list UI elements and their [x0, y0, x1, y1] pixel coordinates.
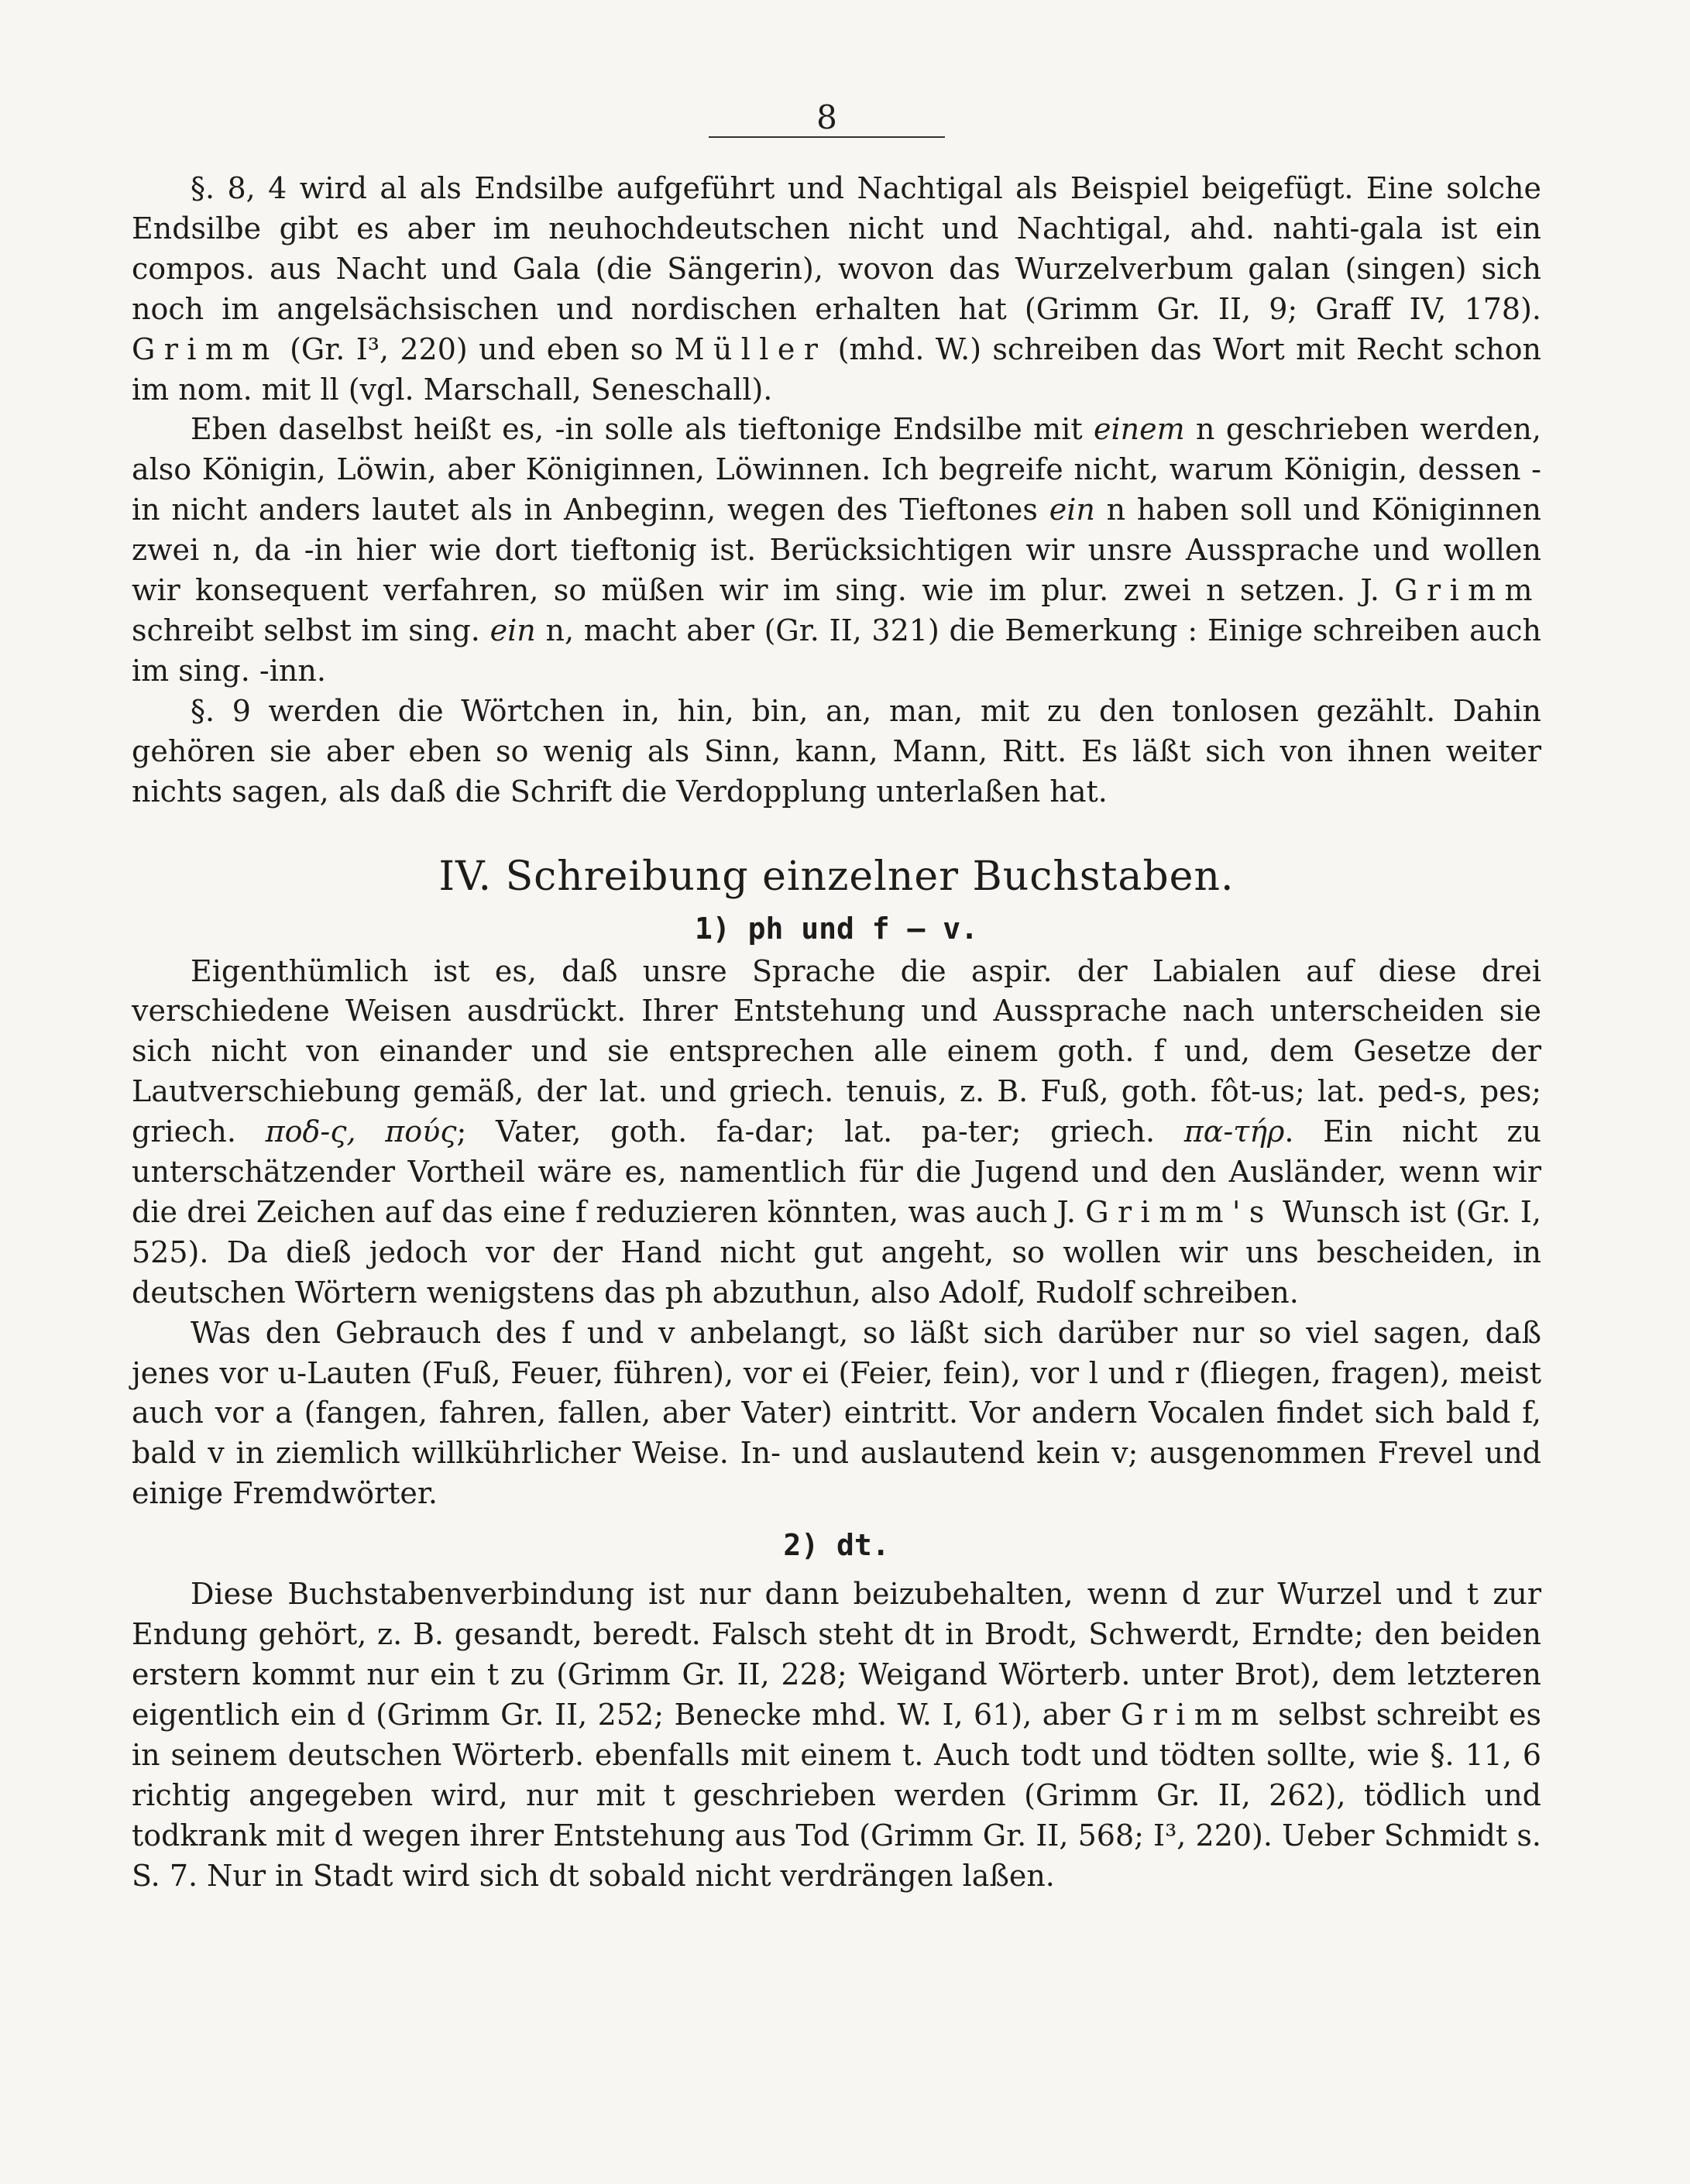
page-number: 8	[709, 99, 945, 138]
section-heading: IV. Schreibung einzelner Buchstaben.	[438, 853, 1235, 900]
paragraph: Eben daselbst heißt es, -in solle als tieftonige Endsilbe mit einem n geschrieben werden, also Königin, Löwin, aber Königinnen, Löwinnen. Ich begreife nicht, warum Königin, dessen -in nicht anders lautet als in Anbeginn, wegen des Tieftones ein n haben soll und Königinnen zwei n, da -in hier wie dort tieftonig ist. Berücksichtigen wir unsre Aussprache und wollen wir konsequent verfahren, so müßen wir im sing. wie im plur. zwei n setzen. J. Grimm schreibt selbst im sing. ein n, macht aber (Gr. II, 321) die Bemerkung : Einige schreiben auch im sing. -inn.	[132, 412, 1541, 688]
paragraph: Eigenthümlich ist es, daß unsre Sprache die aspir. der Labialen auf diese drei verschiedene Weisen ausdrückt. Ihrer Entstehung und Aussprache nach unterscheiden sie sich nicht von einander und sie entsprechen alle einem goth. f und, dem Gesetze der Lautverschiebung gemäß, der lat. und griech. tenuis, z. B. Fuß, goth. fôt-us; lat. ped-s, pes; griech. ποδ-ς, πούς; Vater, goth. fa-dar; lat. pa-ter; griech. πα-τήρ. Ein nicht zu unterschätzender Vortheil wäre es, namentlich für die Jugend und den Ausländer, wenn wir die drei Zeichen auf das eine f reduzieren könnten, was auch J. Grimm's Wunsch ist (Gr. I, 525). Da dieß jedoch vor der Hand nicht gut angeht, so wollen wir uns bescheiden, in deutschen Wörtern wenigstens das ph abzuthun, also Adolf, Rudolf schreiben.	[132, 953, 1541, 1310]
paragraph: §. 8, 4 wird al als Endsilbe aufgeführt und Nachtigal als Beispiel beigefügt. Eine solche Endsilbe gibt es aber im neuhochdeutschen nicht und Nachtigal, ahd. nahti-gala ist ein compos. aus Nacht und Gala (die Sängerin), wovon das Wurzelverbum galan (singen) sich noch im angelsächsischen und nordischen erhalten hat (Grimm Gr. II, 9; Graff IV, 178). Grimm (Gr. I³, 220) und eben so Müller (mhd. W.) schreiben das Wort mit Recht schon im nom. mit ll (vgl. Marschall, Seneschall).	[132, 171, 1541, 407]
paragraph: Was den Gebrauch des f und v anbelangt, so läßt sich darüber nur so viel sagen, daß jenes vor u-Lauten (Fuß, Feuer, führen), vor ei (Feier, fein), vor l und r (fliegen, fragen), meist auch vor a (fangen, fahren, fallen, aber Vater) eintritt. Vor andern Vocalen findet sich bald f, bald v in ziemlich willkührlicher Weise. In- und auslautend kein v; ausgenommen Frevel und einige Fremdwörter.	[132, 1315, 1541, 1511]
paragraph: §. 9 werden die Wörtchen in, hin, bin, an, man, mit zu den tonlosen gezählt. Dahin gehören sie aber eben so wenig als Sinn, kann, Mann, Ritt. Es läßt sich von ihnen weiter nichts sagen, als daß die Schrift die Verdopplung unterlaßen hat.	[132, 693, 1541, 809]
paragraph: Diese Buchstabenverbindung ist nur dann beizubehalten, wenn d zur Wurzel und t zur Endung gehört, z. B. gesandt, beredt. Falsch steht dt in Brodt, Schwerdt, Erndte; den beiden erstern kommt nur ein t zu (Grimm Gr. II, 228; Weigand Wörterb. unter Brot), dem letzteren eigentlich ein d (Grimm Gr. II, 252; Benecke mhd. W. I, 61), aber Grimm selbst schreibt es in seinem deutschen Wörterb. ebenfalls mit einem t. Auch todt und tödten sollte, wie §. 11, 6 richtig angegeben wird, nur mit t geschrieben werden (Grimm Gr. II, 262), tödlich und todkrank mit d wegen ihrer Entstehung aus Tod (Grimm Gr. II, 568; I³, 220). Ueber Schmidt s. S. 7. Nur in Stadt wird sich dt sobald nicht verdrängen laßen.	[132, 1577, 1541, 1893]
subheading: 2) dt.	[783, 1528, 890, 1563]
body-text	[132, 169, 1541, 1896]
subheading: 1) ph und f — v.	[694, 911, 979, 946]
